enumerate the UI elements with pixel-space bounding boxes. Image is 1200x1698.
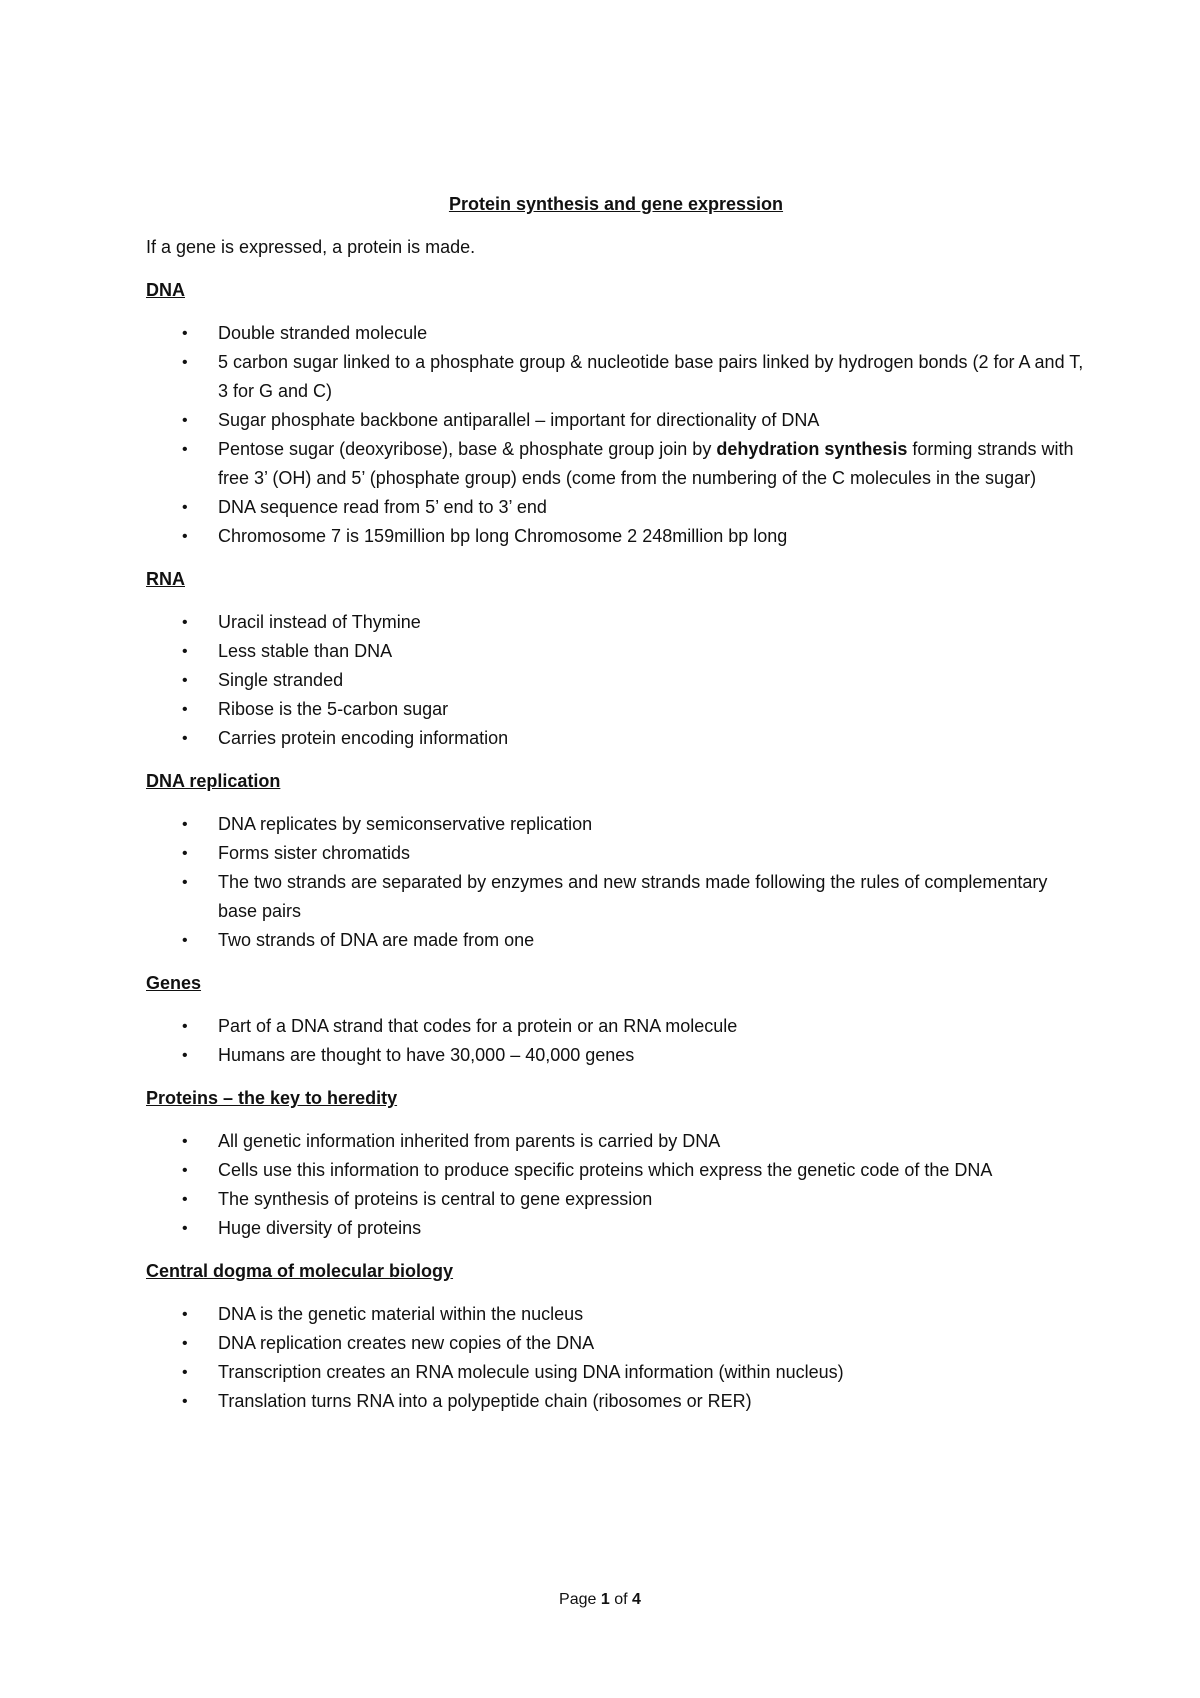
list-item: • DNA is the genetic material within the nucleus [146,1300,1086,1329]
section-dna-replication [146,767,1086,955]
list-item: • Single stranded [146,666,1086,695]
list-item: • The two strands are separated by enzymes and new strands made following the rules of complementary base pairs [146,868,1086,926]
bullet-icon: • [182,816,188,833]
list-item: • DNA replication creates new copies of the DNA [146,1329,1086,1358]
list-item: • Two strands of DNA are made from one [146,926,1086,955]
list-item: • Carries protein encoding information [146,724,1086,753]
list-item: • 5 carbon sugar linked to a phosphate group & nucleotide base pairs linked by hydrogen bonds (2 for A and T, 3 for G and C) [146,348,1086,406]
section-dna [146,276,1086,551]
section-heading: RNA [146,569,185,589]
list-item: • Translation turns RNA into a polypeptide chain (ribosomes or RER) [146,1387,1086,1416]
bullet-icon: • [182,730,188,747]
bullet-list [146,1300,1086,1416]
section-heading: Proteins – the key to heredity [146,1088,398,1108]
intro-paragraph: If a gene is expressed, a protein is made. [146,237,476,257]
section-proteins [146,1084,1086,1243]
bullet-icon: • [182,1393,188,1410]
list-item: • Huge diversity of proteins [146,1214,1086,1243]
bullet-icon: • [182,325,188,342]
list-item: • DNA replicates by semiconservative replication [146,810,1086,839]
bullet-icon: • [182,874,188,891]
section-heading: DNA replication [146,771,281,791]
list-item: • Less stable than DNA [146,637,1086,666]
bullet-icon: • [182,441,188,458]
bullet-list [146,1127,1086,1243]
document-page [146,190,1086,1430]
page-footer [0,1585,1200,1614]
bullet-icon: • [182,1018,188,1035]
bullet-icon: • [182,1364,188,1381]
bullet-list [146,810,1086,955]
bullet-icon: • [182,1220,188,1237]
bullet-icon: • [182,528,188,545]
bullet-icon: • [182,412,188,429]
page-label: Page [559,1591,597,1608]
bullet-icon: • [182,1047,188,1064]
list-item: • Chromosome 7 is 159million bp long Chromosome 2 248million bp long [146,522,1086,551]
of-label: of [614,1591,628,1608]
list-item: • Humans are thought to have 30,000 – 40,000 genes [146,1041,1086,1070]
list-item: • Part of a DNA strand that codes for a protein or an RNA molecule [146,1012,1086,1041]
list-item: • DNA sequence read from 5’ end to 3’ end [146,493,1086,522]
list-item: • The synthesis of proteins is central to gene expression [146,1185,1086,1214]
list-item: • Forms sister chromatids [146,839,1086,868]
bullet-list [146,1012,1086,1070]
section-heading: Central dogma of molecular biology [146,1261,454,1281]
bullet-list [146,608,1086,753]
bullet-icon: • [182,614,188,631]
bullet-icon: • [182,1191,188,1208]
list-item: • Pentose sugar (deoxyribose), base & phosphate group join by dehydration synthesis forming strands with free 3’ (OH) and 5’ (phosphate group) ends (come from the numbering of the C molecules in the sugar) [146,435,1086,493]
list-item: • Uracil instead of Thymine [146,608,1086,637]
bullet-icon: • [182,499,188,516]
bullet-icon: • [182,1335,188,1352]
section-heading: DNA [146,280,185,300]
bullet-icon: • [182,932,188,949]
list-item: • All genetic information inherited from parents is carried by DNA [146,1127,1086,1156]
total-pages-number: 4 [632,1591,641,1608]
bullet-list [146,319,1086,551]
bullet-icon: • [182,1162,188,1179]
section-rna [146,565,1086,753]
current-page-number: 1 [600,1591,610,1608]
document-title: Protein synthesis and gene expression [448,194,784,214]
section-heading: Genes [146,973,202,993]
section-central-dogma [146,1257,1086,1416]
bullet-icon: • [182,845,188,862]
bullet-icon: • [182,701,188,718]
bullet-icon: • [182,672,188,689]
list-item: • Double stranded molecule [146,319,1086,348]
list-item: • Cells use this information to produce specific proteins which express the genetic code of the DNA [146,1156,1086,1185]
list-item: • Ribose is the 5-carbon sugar [146,695,1086,724]
bullet-icon: • [182,643,188,660]
bullet-icon: • [182,354,188,371]
section-genes [146,969,1086,1070]
list-item: • Sugar phosphate backbone antiparallel – important for directionality of DNA [146,406,1086,435]
bold-term: dehydration synthesis [716,439,908,459]
bullet-icon: • [182,1133,188,1150]
list-item: • Transcription creates an RNA molecule using DNA information (within nucleus) [146,1358,1086,1387]
bullet-icon: • [182,1306,188,1323]
